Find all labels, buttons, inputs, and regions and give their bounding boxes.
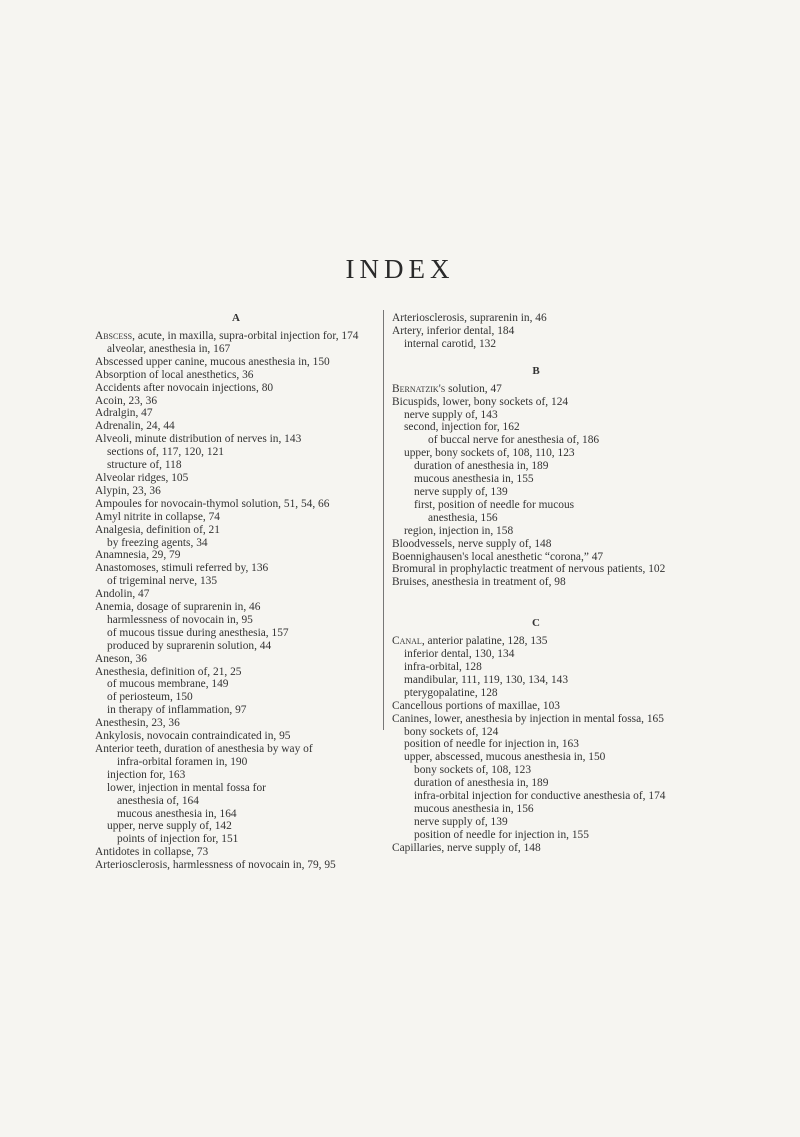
entry-text: solution, 47 — [445, 382, 502, 395]
index-entry — [392, 325, 680, 338]
entry-text: lower, injection in mental fossa for — [107, 781, 266, 794]
index-entry — [95, 537, 377, 550]
entry-text: mandibular, 111, 119, 130, 134, 143 — [404, 673, 569, 686]
index-entry — [95, 782, 377, 795]
index-entry — [392, 473, 680, 486]
entry-text: Accidents after novocain injections, 80 — [95, 381, 274, 394]
entry-text: upper, abscessed, mucous anesthesia in, 150 — [404, 751, 606, 764]
index-entry — [95, 524, 377, 537]
entry-text: by freezing agents, 34 — [107, 536, 208, 549]
entry-text: Ampoules for novocain-thymol solution, 51, 54, 66 — [95, 497, 330, 510]
entry-text: Capillaries, nerve supply of, 148 — [392, 841, 541, 854]
index-entry — [392, 803, 680, 816]
entry-text: anesthesia, 156 — [428, 511, 498, 524]
index-entry — [392, 713, 680, 726]
index-entry — [392, 525, 680, 538]
entry-text: Anamnesia, 29, 79 — [95, 549, 181, 562]
index-entry — [95, 627, 377, 640]
index-entry — [392, 383, 680, 396]
entry-text: produced by suprarenin solution, 44 — [107, 639, 272, 652]
section-spacer — [392, 351, 680, 365]
index-entry — [95, 562, 377, 575]
section-letter-b: B — [532, 364, 540, 377]
index-entry — [392, 674, 680, 687]
index-entry — [95, 511, 377, 524]
entry-list-a-continued — [392, 312, 680, 351]
entry-text: , anterior palatine, 128, 135 — [421, 635, 548, 648]
entry-head-word: Canal — [392, 635, 422, 648]
index-entry — [95, 846, 377, 859]
entry-text: internal carotid, 132 — [404, 337, 497, 350]
entry-text: Arteriosclerosis, harmlessness of novocain in, 79, 95 — [95, 859, 336, 872]
index-entry — [95, 678, 377, 691]
index-entry — [95, 588, 377, 601]
entry-text: Bloodvessels, nerve supply of, 148 — [392, 537, 552, 550]
entry-text: anesthesia of, 164 — [117, 794, 199, 807]
index-entry — [95, 704, 377, 717]
index-entry — [392, 726, 680, 739]
index-entry — [95, 446, 377, 459]
index-entry — [95, 472, 377, 485]
entry-text: Arteriosclerosis, suprarenin in, 46 — [392, 312, 547, 324]
index-entry — [95, 575, 377, 588]
entry-text: Antidotes in collapse, 73 — [95, 846, 209, 859]
index-entry — [95, 459, 377, 472]
entry-text: second, injection for, 162 — [404, 421, 520, 434]
index-entry — [95, 640, 377, 653]
section-letter-c: C — [532, 617, 540, 630]
entry-text: , acute, in maxilla, supra-orbital injection for, 174 — [132, 330, 359, 342]
entry-text: nerve supply of, 143 — [404, 408, 498, 421]
entry-text: Abscessed upper canine, mucous anesthesia in, 150 — [95, 355, 330, 368]
index-entry — [392, 396, 680, 409]
entry-text: Artery, inferior dental, 184 — [392, 324, 515, 337]
index-entry — [95, 808, 377, 821]
index-entry — [95, 330, 377, 343]
index-entry — [392, 687, 680, 700]
entry-text: Adrenalin, 24, 44 — [95, 420, 175, 433]
index-entry — [95, 601, 377, 614]
entry-text: Boennighausen's local anesthetic “corona,” 47 — [392, 550, 604, 563]
index-entry — [392, 764, 680, 777]
entry-text: of mucous membrane, 149 — [107, 678, 229, 691]
entry-text: position of needle for injection in, 163 — [404, 738, 579, 751]
index-entry — [95, 614, 377, 627]
entry-text: Bruises, anesthesia in treatment of, 98 — [392, 576, 566, 589]
index-entry — [392, 409, 680, 422]
section-spacer — [392, 589, 680, 603]
entry-text: Absorption of local anesthetics, 36 — [95, 368, 254, 381]
index-entry — [392, 499, 680, 512]
entry-text: infra-orbital foramen in, 190 — [117, 755, 248, 768]
entry-text: nerve supply of, 139 — [414, 815, 508, 828]
index-entry — [95, 343, 377, 356]
entry-text: nerve supply of, 139 — [414, 485, 508, 498]
entry-list-b — [392, 383, 680, 590]
index-entry — [95, 717, 377, 730]
entry-text: duration of anesthesia in, 189 — [414, 460, 549, 473]
index-entry — [392, 512, 680, 525]
entry-text: sections of, 117, 120, 121 — [107, 446, 224, 459]
entry-text: infra-orbital, 128 — [404, 661, 482, 674]
index-entry — [392, 777, 680, 790]
index-entry — [95, 691, 377, 704]
entry-text: in therapy of inflammation, 97 — [107, 704, 247, 717]
entry-text: Anterior teeth, duration of anesthesia by way of — [95, 743, 313, 755]
entry-text: Alveolar ridges, 105 — [95, 471, 189, 484]
index-entry — [95, 549, 377, 562]
index-entry — [95, 420, 377, 433]
index-entry — [95, 795, 377, 808]
index-entry — [392, 816, 680, 829]
entry-text: position of needle for injection in, 155 — [414, 828, 589, 841]
entry-head-word: Bernatzik's — [392, 382, 446, 395]
entry-text: upper, nerve supply of, 142 — [107, 820, 232, 833]
index-entry — [95, 859, 377, 872]
entry-text: mucous anesthesia in, 155 — [414, 473, 534, 486]
entry-text: Alypin, 23, 36 — [95, 484, 161, 497]
index-entry — [95, 407, 377, 420]
index-entry — [95, 833, 377, 846]
index-entry — [392, 661, 680, 674]
index-entry — [392, 700, 680, 713]
index-entry — [392, 312, 680, 325]
index-entry — [392, 338, 680, 351]
entry-text: mucous anesthesia in, 156 — [414, 803, 534, 815]
entry-text: structure of, 118 — [107, 459, 182, 472]
entry-text: Ankylosis, novocain contraindicated in, 95 — [95, 730, 291, 743]
entry-text: Anemia, dosage of suprarenin in, 46 — [95, 601, 261, 614]
entry-list-a — [95, 330, 377, 872]
index-entry — [95, 369, 377, 382]
entry-text: duration of anesthesia in, 189 — [414, 777, 549, 790]
entry-text: of trigeminal nerve, 135 — [107, 575, 218, 588]
entry-text: Amyl nitrite in collapse, 74 — [95, 510, 220, 523]
index-entry — [392, 790, 680, 803]
entry-text: Canines, lower, anesthesia by injection in mental fossa, 165 — [392, 712, 664, 725]
entry-text: of periosteum, 150 — [107, 691, 193, 704]
index-entry — [392, 751, 680, 764]
entry-text: injection for, 163 — [107, 768, 186, 781]
entry-text: Bicuspids, lower, bony sockets of, 124 — [392, 395, 569, 408]
index-entry — [392, 434, 680, 447]
entry-text: bony sockets of, 108, 123 — [414, 764, 532, 777]
index-entry — [392, 447, 680, 460]
index-entry — [392, 842, 680, 855]
entry-text: Acoin, 23, 36 — [95, 394, 158, 407]
index-entry — [392, 538, 680, 551]
entry-text: pterygopalatine, 128 — [404, 686, 498, 699]
entry-text: Analgesia, definition of, 21 — [95, 523, 220, 536]
index-entry — [392, 576, 680, 589]
index-entry — [392, 738, 680, 751]
entry-text: harmlessness of novocain in, 95 — [107, 613, 253, 626]
index-entry — [392, 635, 680, 648]
entry-text: first, position of needle for mucous — [414, 498, 575, 511]
entry-text: region, injection in, 158 — [404, 524, 514, 537]
entry-text: Anesthesia, definition of, 21, 25 — [95, 665, 242, 678]
entry-text: mucous anesthesia in, 164 — [117, 807, 237, 820]
index-entry — [95, 666, 377, 679]
index-entry — [95, 485, 377, 498]
section-letter-a: A — [232, 312, 240, 324]
index-entry — [95, 653, 377, 666]
entry-list-c — [392, 635, 680, 854]
page-title: INDEX — [345, 254, 455, 284]
entry-text: of mucous tissue during anesthesia, 157 — [107, 626, 289, 639]
index-entry — [95, 769, 377, 782]
entry-text: Aneson, 36 — [95, 652, 147, 665]
entry-text: Alveoli, minute distribution of nerves in, 143 — [95, 433, 302, 446]
entry-text: Anastomoses, stimuli referred by, 136 — [95, 562, 269, 575]
entry-text: of buccal nerve for anesthesia of, 186 — [428, 434, 600, 447]
entry-text: upper, bony sockets of, 108, 110, 123 — [404, 447, 575, 460]
index-entry — [95, 756, 377, 769]
entry-text: Bromural in prophylactic treatment of nervous patients, 102 — [392, 563, 666, 576]
index-entry — [95, 730, 377, 743]
entry-text: infra-orbital injection for conductive anesthesia of, 174 — [414, 790, 666, 803]
entry-text: Andolin, 47 — [95, 588, 150, 601]
index-entry — [392, 563, 680, 576]
index-entry — [392, 551, 680, 564]
index-entry — [95, 356, 377, 369]
index-entry — [392, 648, 680, 661]
entry-text: points of injection for, 151 — [117, 833, 239, 846]
entry-head-word: Abscess — [95, 330, 133, 342]
index-entry — [392, 460, 680, 473]
entry-text: Anesthesin, 23, 36 — [95, 717, 180, 730]
index-entry — [95, 743, 377, 756]
index-entry — [95, 433, 377, 446]
column-divider — [383, 310, 384, 730]
entry-text: Cancellous portions of maxillae, 103 — [392, 699, 560, 712]
index-entry — [95, 820, 377, 833]
index-entry — [392, 486, 680, 499]
entry-text: inferior dental, 130, 134 — [404, 648, 515, 661]
index-column-left — [95, 312, 377, 872]
index-entry — [392, 421, 680, 434]
entry-text: bony sockets of, 124 — [404, 725, 499, 738]
section-spacer — [392, 603, 680, 617]
index-entry — [95, 382, 377, 395]
index-column-right — [392, 312, 680, 855]
entry-text: alveolar, anesthesia in, 167 — [107, 342, 231, 355]
index-entry — [95, 498, 377, 511]
entry-text: Adralgin, 47 — [95, 407, 153, 420]
index-entry — [392, 829, 680, 842]
index-entry — [95, 395, 377, 408]
